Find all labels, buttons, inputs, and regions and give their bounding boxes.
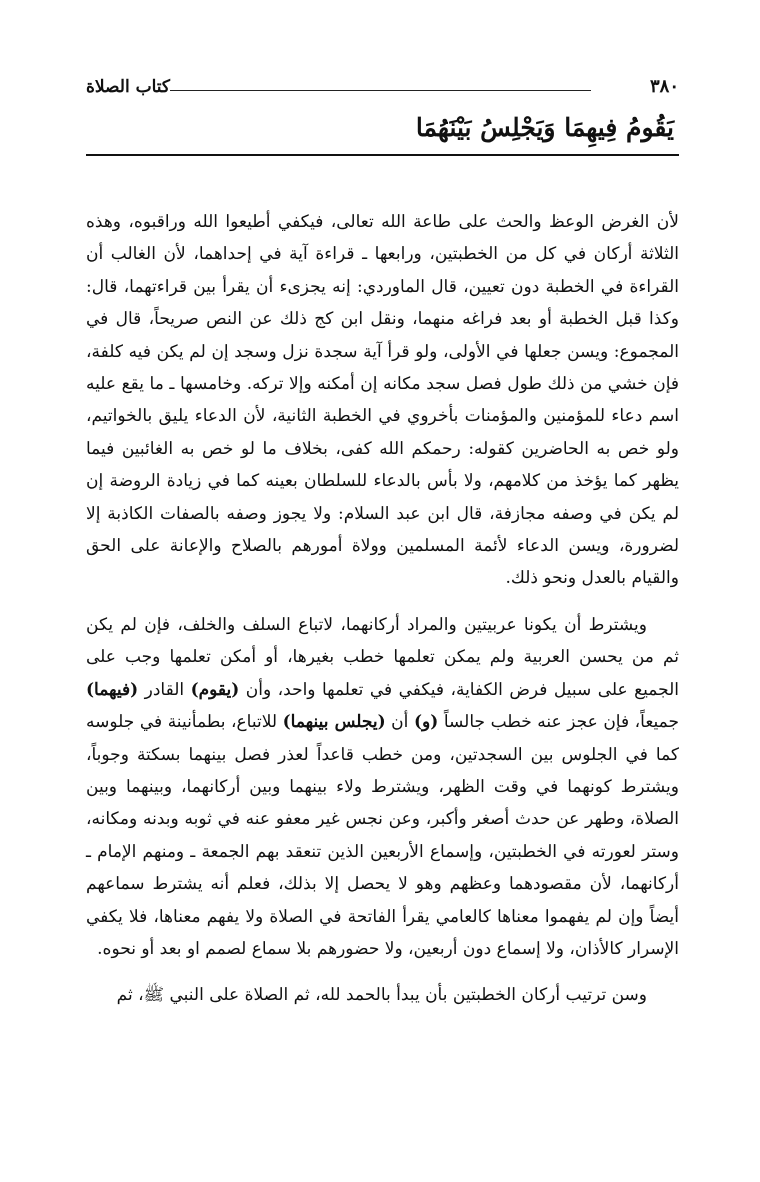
matn-heading: يَقُومُ فِيهِمَا وَيَجْلِسُ بَيْنَهُمَا bbox=[415, 113, 674, 142]
paragraph-3-text: وسن ترتيب أركان الخطبتين بأن يبدأ بالحمد لله، ثم الصلاة على النبي ﷺ، ثم bbox=[116, 985, 647, 1006]
paragraph-2-text-b: القادر bbox=[138, 679, 191, 700]
paragraph-2-text-d: أن bbox=[385, 712, 414, 733]
matn-quote-yajlis-baynahuma: (يجلس بينهما) bbox=[282, 712, 386, 733]
paragraph-2-text-c: جميعاً، فإن عجز عنه خطب جالساً bbox=[438, 712, 680, 733]
paragraph-1 bbox=[86, 206, 679, 595]
paragraph-1-text: لأن الغرض الوعظ والحث على طاعة الله تعالى، فيكفي أطيعوا الله وراقبوه، وهذه الثلاثة أركان في كل من الخطبتين، ورابعها ـ قراءة آية في إحداهما، لأن الغالب أن القراءة في الخطبة دون تعيين، قال الماوردي: إنه يجزىء أن يقرأ بين قراءتهما، قال: وكذا قبل الخطبة أو بعد فراغه منهما، ونقل ابن كج ذلك عن النص صريحاً، قال في المجموع: ويسن جعلها في الأولى، ولو قرأ آية سجدة نزل وسجد إن لم يكن فيه كلفة، فإن خشي من ذلك طول فصل سجد مكانه إن أمكنه وإلا تركه. وخامسها ـ ما يقع عليه اسم دعاء للمؤمنين والمؤمنات بأخروي في الخطبة الثانية، لأن الدعاء يليق بالخواتيم، ولو خص به الحاضرين كقوله: رحمكم الله كفى، بخلاف ما لو خص به الغائبين فيما يظهر كما يؤخذ من كلامهم، ولا بأس بالدعاء للسلطان بعينه كما في زيادة الروضة إن لم يكن في وصفه مجازفة، قال ابن عبد السلام: ولا يجوز وصفه بالصفات الكاذبة إلا لضرورة، ويسن الدعاء لأئمة المسلمين وولاة أمورهم بالصلاح والإعانة على الحق والقيام بالعدل ونحو ذلك. bbox=[86, 212, 679, 589]
paragraph-2-text-a: ويشترط أن يكونا عربيتين والمراد أركانهما، لاتباع السلف والخلف، فإن لم يكن ثم من يحسن العربية ولم يمكن تعلمها خطب بغيرها، أو أمكن تعلمها وجب على الجميع على سبيل فرض الكفاية، فيكفي في تعلمها واحد، وأن bbox=[86, 614, 679, 700]
paragraph-2-text-e: للاتباع، بطمأنينة في جلوسه كما في الجلوس بين السجدتين، ومن خطب قاعداً لعذر فصل بينهما بسكتة وجوباً، ويشترط كونهما في وقت الظهر، ويشترط ولاء بينهما وبين أركانهما، وبينهما وبين الصلاة، وطهر عن حدث أصغر وأكبر، وعن نجس غير معفو عنه في ثوبه وبدنه ومكانه، وستر لعورته في الخطبتين، وإسماع الأربعين الذين تنعقد بهم الجمعة ـ ومنهم الإمام ـ أركانهما، لأن مقصودهما وعظهم وهو لا يحصل إلا بذلك، فعلم أنه يشترط سماعهم أيضاً وإن لم يفهموا معناها كالعامي يقرأ الفاتحة في الصلاة ولا يفهم معناها، فلا يكفي الإسرار كالأذان، ولا إسماع دون أربعين، ولا حضورهم بلا سماع لصمم او بعد أو نحوه. bbox=[86, 712, 679, 959]
header-rule bbox=[170, 90, 591, 91]
running-title: كتاب الصلاة bbox=[86, 77, 171, 97]
page-number: ٣٨٠ bbox=[649, 76, 679, 97]
heading-rule bbox=[86, 154, 679, 156]
paragraph-3 bbox=[86, 979, 679, 1011]
matn-quote-yaqum: (يقوم) bbox=[190, 679, 240, 700]
running-header bbox=[86, 76, 679, 100]
matn-quote-wa: (و) bbox=[413, 712, 439, 733]
matn-quote-fihima: (فيهما) bbox=[86, 679, 139, 700]
paragraph-2 bbox=[86, 609, 679, 965]
body-text bbox=[86, 206, 679, 1012]
